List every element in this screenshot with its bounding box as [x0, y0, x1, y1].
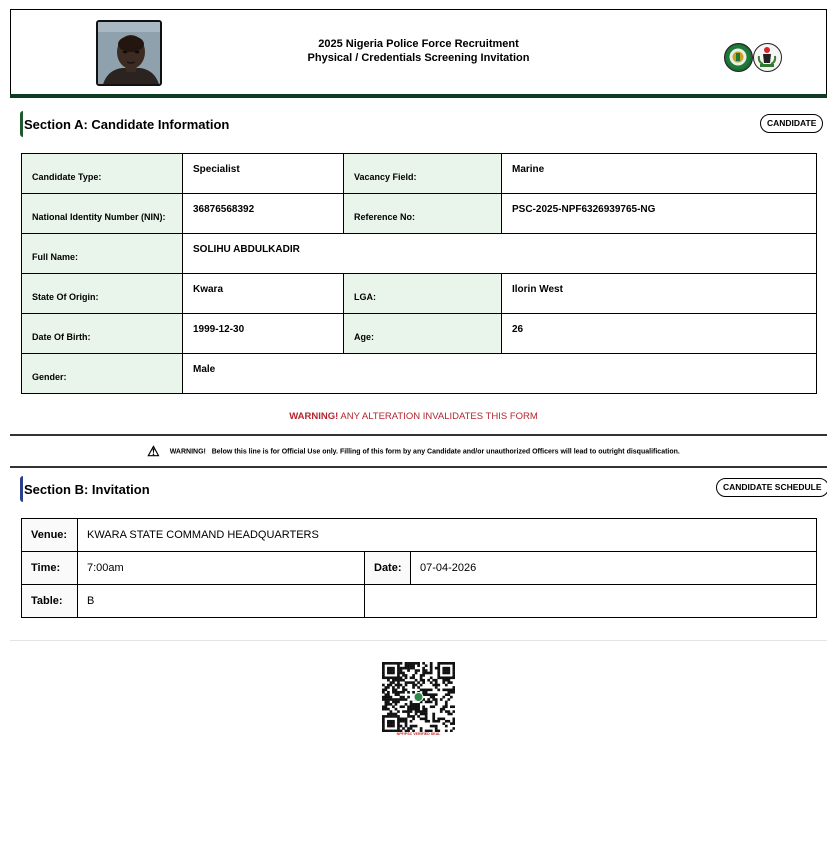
- time-value: 7:00am: [78, 552, 365, 585]
- state-of-origin-label: State Of Origin:: [22, 274, 183, 314]
- official-divider-top: [10, 434, 827, 436]
- form-title-line-2: Physical / Credentials Screening Invitation: [307, 52, 530, 64]
- alteration-warning-text: ANY ALTERATION INVALIDATES THIS FORM: [338, 411, 538, 422]
- candidate-type-label: Candidate Type:: [22, 154, 183, 194]
- official-notice-text: Below this line is for Official Use only. Filling of this form by any Candidate and/or unauthorized Officers will lead to outright disqualification.: [211, 448, 680, 456]
- table-label: Table:: [22, 585, 78, 618]
- coat-of-arms-icon: [753, 43, 782, 72]
- nin-value: 36876568392: [183, 194, 344, 234]
- vacancy-field-label: Vacancy Field:: [344, 154, 502, 194]
- reference-no-label: Reference No:: [344, 194, 502, 234]
- table-row: [22, 274, 817, 314]
- table-row: [22, 154, 817, 194]
- date-of-birth-label: Date Of Birth:: [22, 314, 183, 354]
- form-header: [10, 9, 827, 96]
- nin-label: National Identity Number (NIN):: [22, 194, 183, 234]
- section-b-title: Section B: Invitation: [24, 482, 150, 497]
- full-name-label: Full Name:: [22, 234, 183, 274]
- table-row: [22, 552, 817, 585]
- gender-value: Male: [183, 354, 817, 394]
- lga-label: LGA:: [344, 274, 502, 314]
- footer-divider: [10, 640, 827, 641]
- date-of-birth-value: 1999-12-30: [183, 314, 344, 354]
- gender-label: Gender:: [22, 354, 183, 394]
- section-a-title: Section A: Candidate Information: [24, 117, 230, 132]
- empty-cell: [365, 585, 817, 618]
- table-row: [22, 234, 817, 274]
- venue-label: Venue:: [22, 519, 78, 552]
- official-use-notice: [0, 443, 827, 460]
- candidate-info-table: [21, 153, 817, 394]
- lga-value: Ilorin West: [502, 274, 817, 314]
- age-value: 26: [502, 314, 817, 354]
- vacancy-field-value: Marine: [502, 154, 817, 194]
- table-value: B: [78, 585, 365, 618]
- alteration-warning: [0, 411, 827, 422]
- table-row: [22, 314, 817, 354]
- alteration-warning-lead: WARNING!: [289, 411, 339, 422]
- table-row: [22, 519, 817, 552]
- candidate-type-value: Specialist: [183, 154, 344, 194]
- state-of-origin-value: Kwara: [183, 274, 344, 314]
- full-name-value: SOLIHU ABDULKADIR: [183, 234, 817, 274]
- invitation-table: [21, 518, 817, 618]
- candidate-badge: CANDIDATE: [760, 114, 823, 133]
- qr-caption: NPF/PSC VERIFIED SEAL: [396, 732, 441, 736]
- time-label: Time:: [22, 552, 78, 585]
- npf-crest-icon: [724, 43, 753, 72]
- date-value: 07-04-2026: [411, 552, 817, 585]
- table-row: [22, 585, 817, 618]
- candidate-schedule-badge: CANDIDATE SCHEDULE: [716, 478, 827, 497]
- table-row: [22, 194, 817, 234]
- form-title-line-1: 2025 Nigeria Police Force Recruitment: [318, 38, 519, 50]
- age-label: Age:: [344, 314, 502, 354]
- date-label: Date:: [365, 552, 411, 585]
- venue-value: KWARA STATE COMMAND HEADQUARTERS: [78, 519, 817, 552]
- qr-code: [382, 662, 455, 732]
- reference-no-value: PSC-2025-NPF6326939765-NG: [502, 194, 817, 234]
- official-divider-bottom: [10, 466, 827, 468]
- table-row: [22, 354, 817, 394]
- warning-triangle-icon: ⚠: [147, 443, 160, 459]
- header-divider: [10, 94, 827, 98]
- official-notice-lead: WARNING!: [169, 448, 206, 456]
- form-title: [11, 37, 826, 65]
